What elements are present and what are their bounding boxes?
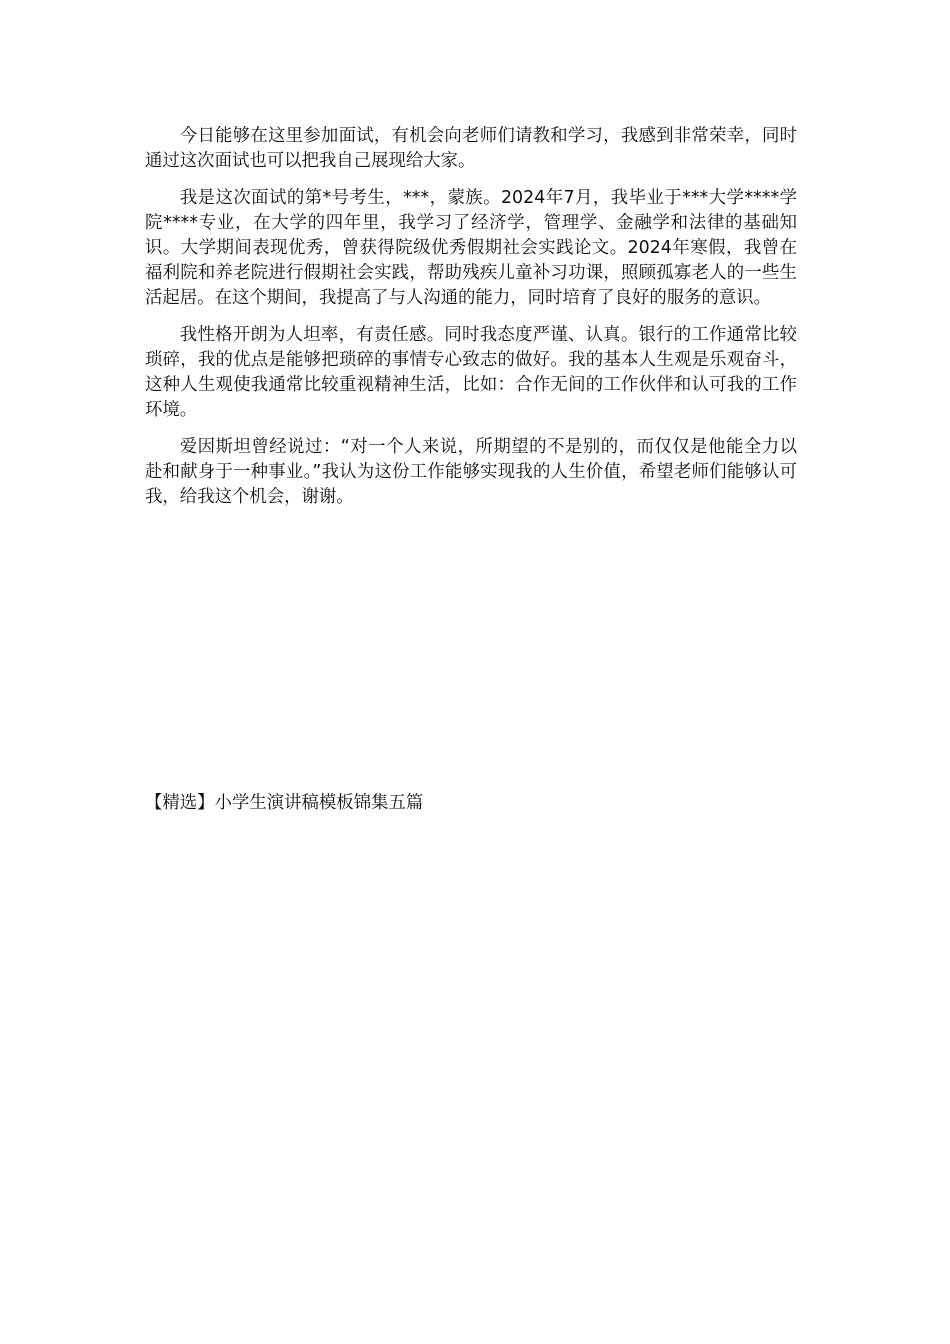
next-section-title: 【精选】小学生演讲稿模板锦集五篇 <box>145 793 424 813</box>
document-body <box>145 124 797 522</box>
paragraph-2: 我是这次面试的第*号考生，***，蒙族。2024年7月，我毕业于***大学****学院****专业，在大学的四年里，我学习了经济学，管理学、金融学和法律的基础知识。大学期间表现优秀，曾获得院级优秀假期社会实践论文。2024年寒假，我曾在福利院和养老院进行假期社会实践，帮助残疾儿童补习功课，照顾孤寡老人的一些生活起居。在这个期间，我提高了与人沟通的能力，同时培育了良好的服务的意识。 <box>145 188 797 308</box>
paragraph-1: 今日能够在这里参加面试，有机会向老师们请教和学习，我感到非常荣幸，同时通过这次面试也可以把我自己展现给大家。 <box>145 126 797 171</box>
paragraph-3: 我性格开朗为人坦率，有责任感。同时我态度严谨、认真。银行的工作通常比较琐碎，我的优点是能够把琐碎的事情专心致志的做好。我的基本人生观是乐观奋斗，这种人生观使我通常比较重视精神生活，比如：合作无间的工作伙伴和认可我的工作环境。 <box>145 325 797 420</box>
paragraph-4: 爱因斯坦曾经说过：“对一个人来说，所期望的不是别的，而仅仅是他能全力以赴和献身于一种事业。”我认为这份工作能够实现我的人生价值，希望老师们能够认可我，给我这个机会，谢谢。 <box>145 437 797 507</box>
